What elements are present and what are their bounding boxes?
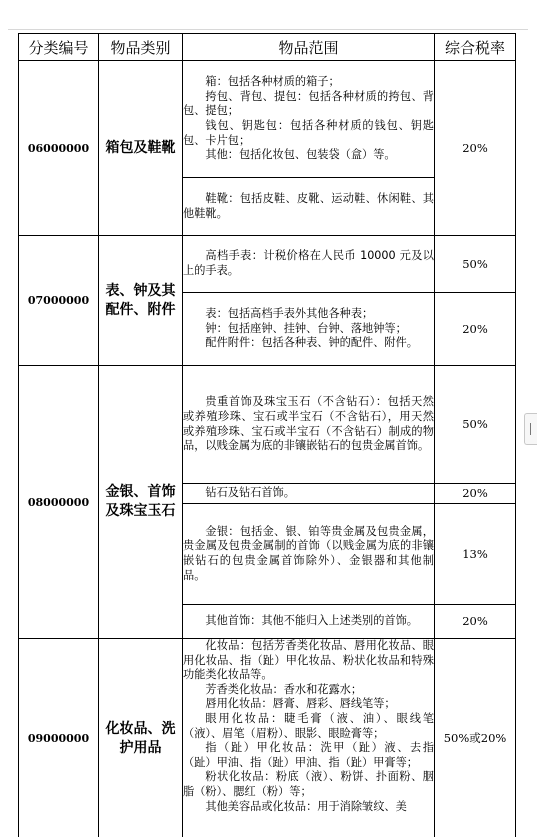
category-code: 08000000 xyxy=(19,366,99,639)
scope-cell xyxy=(183,61,435,178)
header-code: 分类编号 xyxy=(19,34,99,61)
scope-cell xyxy=(183,178,435,236)
scope-line: 芳香类化妆品：香水和花露水； xyxy=(205,682,363,696)
header-scope: 物品范围 xyxy=(183,34,435,61)
category-name: 金银、首饰及珠宝玉石 xyxy=(99,366,183,639)
rate-cell: 50% xyxy=(435,366,516,484)
category-name: 箱包及鞋靴 xyxy=(99,61,183,236)
scope-line: 金银：包括金、银、铂等贵金属及包贵金属，贵金属及包贵金属制的首饰（以贱金属为底的非镶嵌钻石的包贵金属首饰除外）、金银器和其他制品。 xyxy=(183,524,434,582)
category-code: 07000000 xyxy=(19,236,99,366)
category-code: 06000000 xyxy=(19,61,99,236)
grip-icon xyxy=(530,423,531,435)
rate-cell: 20% xyxy=(435,484,516,504)
scope-line: 其他美容品或化妆品：用于消除皱纹、美 xyxy=(205,799,407,813)
scope-cell xyxy=(183,484,435,504)
scope-cell xyxy=(183,639,435,837)
tax-rate-table xyxy=(18,33,516,837)
table-row xyxy=(19,236,516,293)
table-row xyxy=(19,61,516,178)
scope-line: 指（趾）甲化妆品：洗甲（趾）液、去指（趾）甲油、指（趾）甲油、指（趾）甲膏等； xyxy=(183,741,434,769)
table-row xyxy=(19,366,516,484)
category-code: 09000000 xyxy=(19,639,99,837)
scope-line: 唇用化妆品：唇膏、唇彩、唇线笔等； xyxy=(205,697,396,711)
scope-line: 鞋靴：包括皮鞋、皮靴、运动鞋、休闲鞋、其他鞋靴。 xyxy=(183,191,434,220)
scope-cell xyxy=(183,504,435,605)
scope-line: 箱：包括各种材质的箱子； xyxy=(205,75,340,89)
scope-cell xyxy=(183,605,435,639)
scope-cell xyxy=(183,236,435,293)
scope-line: 其他首饰：其他不能归入上述类别的首饰。 xyxy=(205,614,418,628)
table-header-row xyxy=(19,34,516,61)
rate-cell: 50% xyxy=(435,236,516,293)
scope-line: 配件附件：包括各种表、钟的配件、附件。 xyxy=(205,336,418,350)
header-category: 物品类别 xyxy=(99,34,183,61)
scope-cell xyxy=(183,293,435,366)
scope-line: 粉状化妆品：粉底（液）、粉饼、扑面粉、胭脂（粉）、腮红（粉）等； xyxy=(183,770,434,798)
rate-cell: 20% xyxy=(435,605,516,639)
scope-line: 高档手表：计税价格在人民币 10000 元及以上的手表。 xyxy=(183,249,434,277)
rate-cell: 13% xyxy=(435,504,516,605)
scope-line: 钟：包括座钟、挂钟、台钟、落地钟等； xyxy=(205,321,407,335)
scope-line: 钱包、钥匙包：包括各种材质的钱包、钥匙包、卡片包； xyxy=(183,119,434,147)
scope-line: 其他：包括化妆包、包装袋（盒）等。 xyxy=(205,148,396,162)
rate-cell: 50%或20% xyxy=(435,639,516,837)
page-top-rule xyxy=(8,29,528,30)
category-name: 表、钟及其配件、附件 xyxy=(99,236,183,366)
rate-cell: 20% xyxy=(435,293,516,366)
scope-line: 化妆品：包括芳香类化妆品、唇用化妆品、眼用化妆品、指（趾）甲化妆品、粉状化妆品和特殊功能类化妆品等。 xyxy=(183,639,434,682)
scope-cell xyxy=(183,366,435,484)
header-rate: 综合税率 xyxy=(435,34,516,61)
scope-line: 钻石及钻石首饰。 xyxy=(205,486,295,500)
rate-cell: 20% xyxy=(435,61,516,236)
scope-line: 贵重首饰及珠宝玉石（不含钻石）：包括天然或养殖珍珠、宝石或半宝石（不含钻石），用天然或养殖珍珠、宝石或半宝石（不含钻石）制成的物品，以贱金属为底的非镶嵌钻石的包贵金属首饰。 xyxy=(183,395,434,453)
scope-line: 挎包、背包、提包：包括各种材质的挎包、背包、提包； xyxy=(183,89,434,118)
table-row xyxy=(19,639,516,837)
category-name: 化妆品、洗护用品 xyxy=(99,639,183,837)
scope-line: 表：包括高档手表外其他各种表； xyxy=(205,307,374,321)
scope-line: 眼用化妆品：睫毛膏（液、油）、眼线笔（液）、眉笔（眉粉）、眼影、眼睑膏等； xyxy=(183,711,434,740)
side-scroll-handle[interactable] xyxy=(524,413,537,445)
